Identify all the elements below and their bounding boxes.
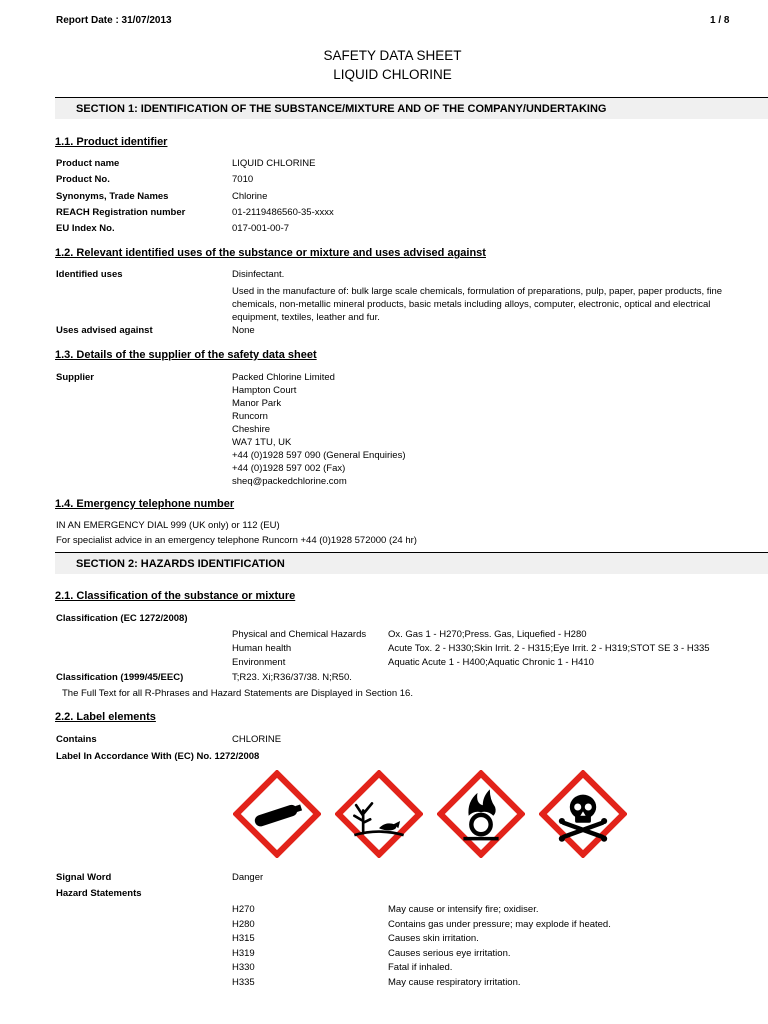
section-1-heading: SECTION 1: IDENTIFICATION OF THE SUBSTANCE/MIXTURE AND OF THE COMPANY/UNDERTAKING: [55, 97, 768, 119]
section-2-heading: SECTION 2: HAZARDS IDENTIFICATION: [55, 552, 768, 574]
flame-over-circle-icon: [437, 770, 525, 858]
full-text-note: The Full Text for all R-Phrases and Hazard Statements are Displayed in Section 16.: [62, 688, 413, 699]
hazard-text: May cause or intensify fire; oxidiser.: [388, 904, 539, 915]
classification-eec-label: Classification (1999/45/EEC): [56, 672, 184, 683]
supplier-line: Cheshire: [232, 424, 271, 435]
contains-label: Contains: [56, 734, 97, 745]
supplier-line: Manor Park: [232, 398, 282, 409]
supplier-label: Supplier: [56, 372, 95, 383]
identified-uses-detail: Used in the manufacture of: bulk large scale chemicals, formulation of preparations, pulp, paper, paper products, fine chemicals, non-metallic mineral products, basic metals including alloys, computer, electronic, optical and electrical equipment, textiles, leather and fur.: [232, 286, 723, 323]
class-value: Aquatic Acute 1 - H400;Aquatic Chronic 1 - H410: [388, 657, 594, 668]
eu-index-value: 017-001-00-7: [232, 223, 290, 234]
signal-word-label: Signal Word: [56, 872, 112, 883]
supplier-address: [232, 371, 406, 488]
label-accordance: Label In Accordance With (EC) No. 1272/2008: [56, 751, 260, 762]
identified-uses-label: Identified uses: [56, 269, 123, 280]
product-name-label: Product name: [56, 158, 120, 169]
reach-number-label: REACH Registration number: [56, 207, 186, 218]
uses-advised-against-label: Uses advised against: [56, 325, 153, 336]
subsection-1-4: 1.4. Emergency telephone number: [55, 498, 235, 510]
class-value: Acute Tox. 2 - H330;Skin Irrit. 2 - H315;Eye Irrit. 2 - H319;STOT SE 3 - H335: [388, 643, 710, 654]
page-number: 1 / 8: [710, 15, 730, 26]
hazard-code: H270: [232, 904, 255, 915]
class-category: Environment: [232, 657, 286, 668]
hazard-text: Fatal if inhaled.: [388, 962, 453, 973]
hazard-code: H330: [232, 962, 255, 973]
hazard-code: H335: [232, 977, 255, 988]
document-subtitle: LIQUID CHLORINE: [333, 67, 452, 82]
subsection-1-2: 1.2. Relevant identified uses of the substance or mixture and uses advised against: [55, 247, 486, 259]
emergency-line-2: For specialist advice in an emergency telephone Runcorn +44 (0)1928 572000 (24 hr): [56, 535, 417, 546]
class-value: Ox. Gas 1 - H270;Press. Gas, Liquefied - H280: [388, 629, 587, 640]
subsection-2-2: 2.2. Label elements: [55, 711, 156, 723]
subsection-1-3: 1.3. Details of the supplier of the safety data sheet: [55, 349, 317, 361]
product-no-label: Product No.: [56, 174, 110, 185]
hazard-text: May cause respiratory irritation.: [388, 977, 521, 988]
report-date: Report Date : 31/07/2013: [56, 15, 172, 26]
reach-number-value: 01-2119486560-35-xxxx: [232, 207, 334, 218]
hazard-code: H280: [232, 919, 255, 930]
classification-eec-value: T;R23. Xi;R36/37/38. N;R50.: [232, 672, 352, 683]
supplier-email: sheq@packedchlorine.com: [232, 476, 347, 487]
identified-uses-value: Disinfectant.: [232, 269, 285, 280]
hazard-code: H315: [232, 933, 255, 944]
subsection-1-1: 1.1. Product identifier: [55, 136, 168, 148]
supplier-line: +44 (0)1928 597 090 (General Enquiries): [232, 450, 406, 461]
classification-ec-label: Classification (EC 1272/2008): [56, 613, 188, 624]
hazard-code: H319: [232, 948, 255, 959]
emergency-line-1: IN AN EMERGENCY DIAL 999 (UK only) or 112 (EU): [56, 520, 280, 531]
supplier-line: Runcorn: [232, 411, 268, 422]
signal-word-value: Danger: [232, 872, 264, 883]
contains-value: CHLORINE: [232, 734, 282, 745]
synonyms-value: Chlorine: [232, 191, 268, 202]
supplier-line: Hampton Court: [232, 385, 297, 396]
class-category: Human health: [232, 643, 292, 654]
supplier-line: Packed Chlorine Limited: [232, 372, 335, 383]
skull-crossbones-icon: [539, 770, 627, 858]
environment-icon: [335, 770, 423, 858]
subsection-2-1: 2.1. Classification of the substance or mixture: [55, 590, 296, 602]
product-name-value: LIQUID CHLORINE: [232, 158, 316, 169]
supplier-line: WA7 1TU, UK: [232, 437, 292, 448]
eu-index-label: EU Index No.: [56, 223, 115, 234]
hazard-text: Causes serious eye irritation.: [388, 948, 511, 959]
hazard-text: Causes skin irritation.: [388, 933, 479, 944]
gas-cylinder-icon: [233, 770, 321, 858]
synonyms-label: Synonyms, Trade Names: [56, 191, 169, 202]
uses-advised-against-value: None: [232, 325, 255, 336]
supplier-line: +44 (0)1928 597 002 (Fax): [232, 463, 346, 474]
document-title: SAFETY DATA SHEET: [323, 48, 462, 63]
hazard-text: Contains gas under pressure; may explode if heated.: [388, 919, 611, 930]
product-no-value: 7010: [232, 174, 254, 185]
hazard-statements-label: Hazard Statements: [56, 888, 142, 899]
class-category: Physical and Chemical Hazards: [232, 629, 367, 640]
